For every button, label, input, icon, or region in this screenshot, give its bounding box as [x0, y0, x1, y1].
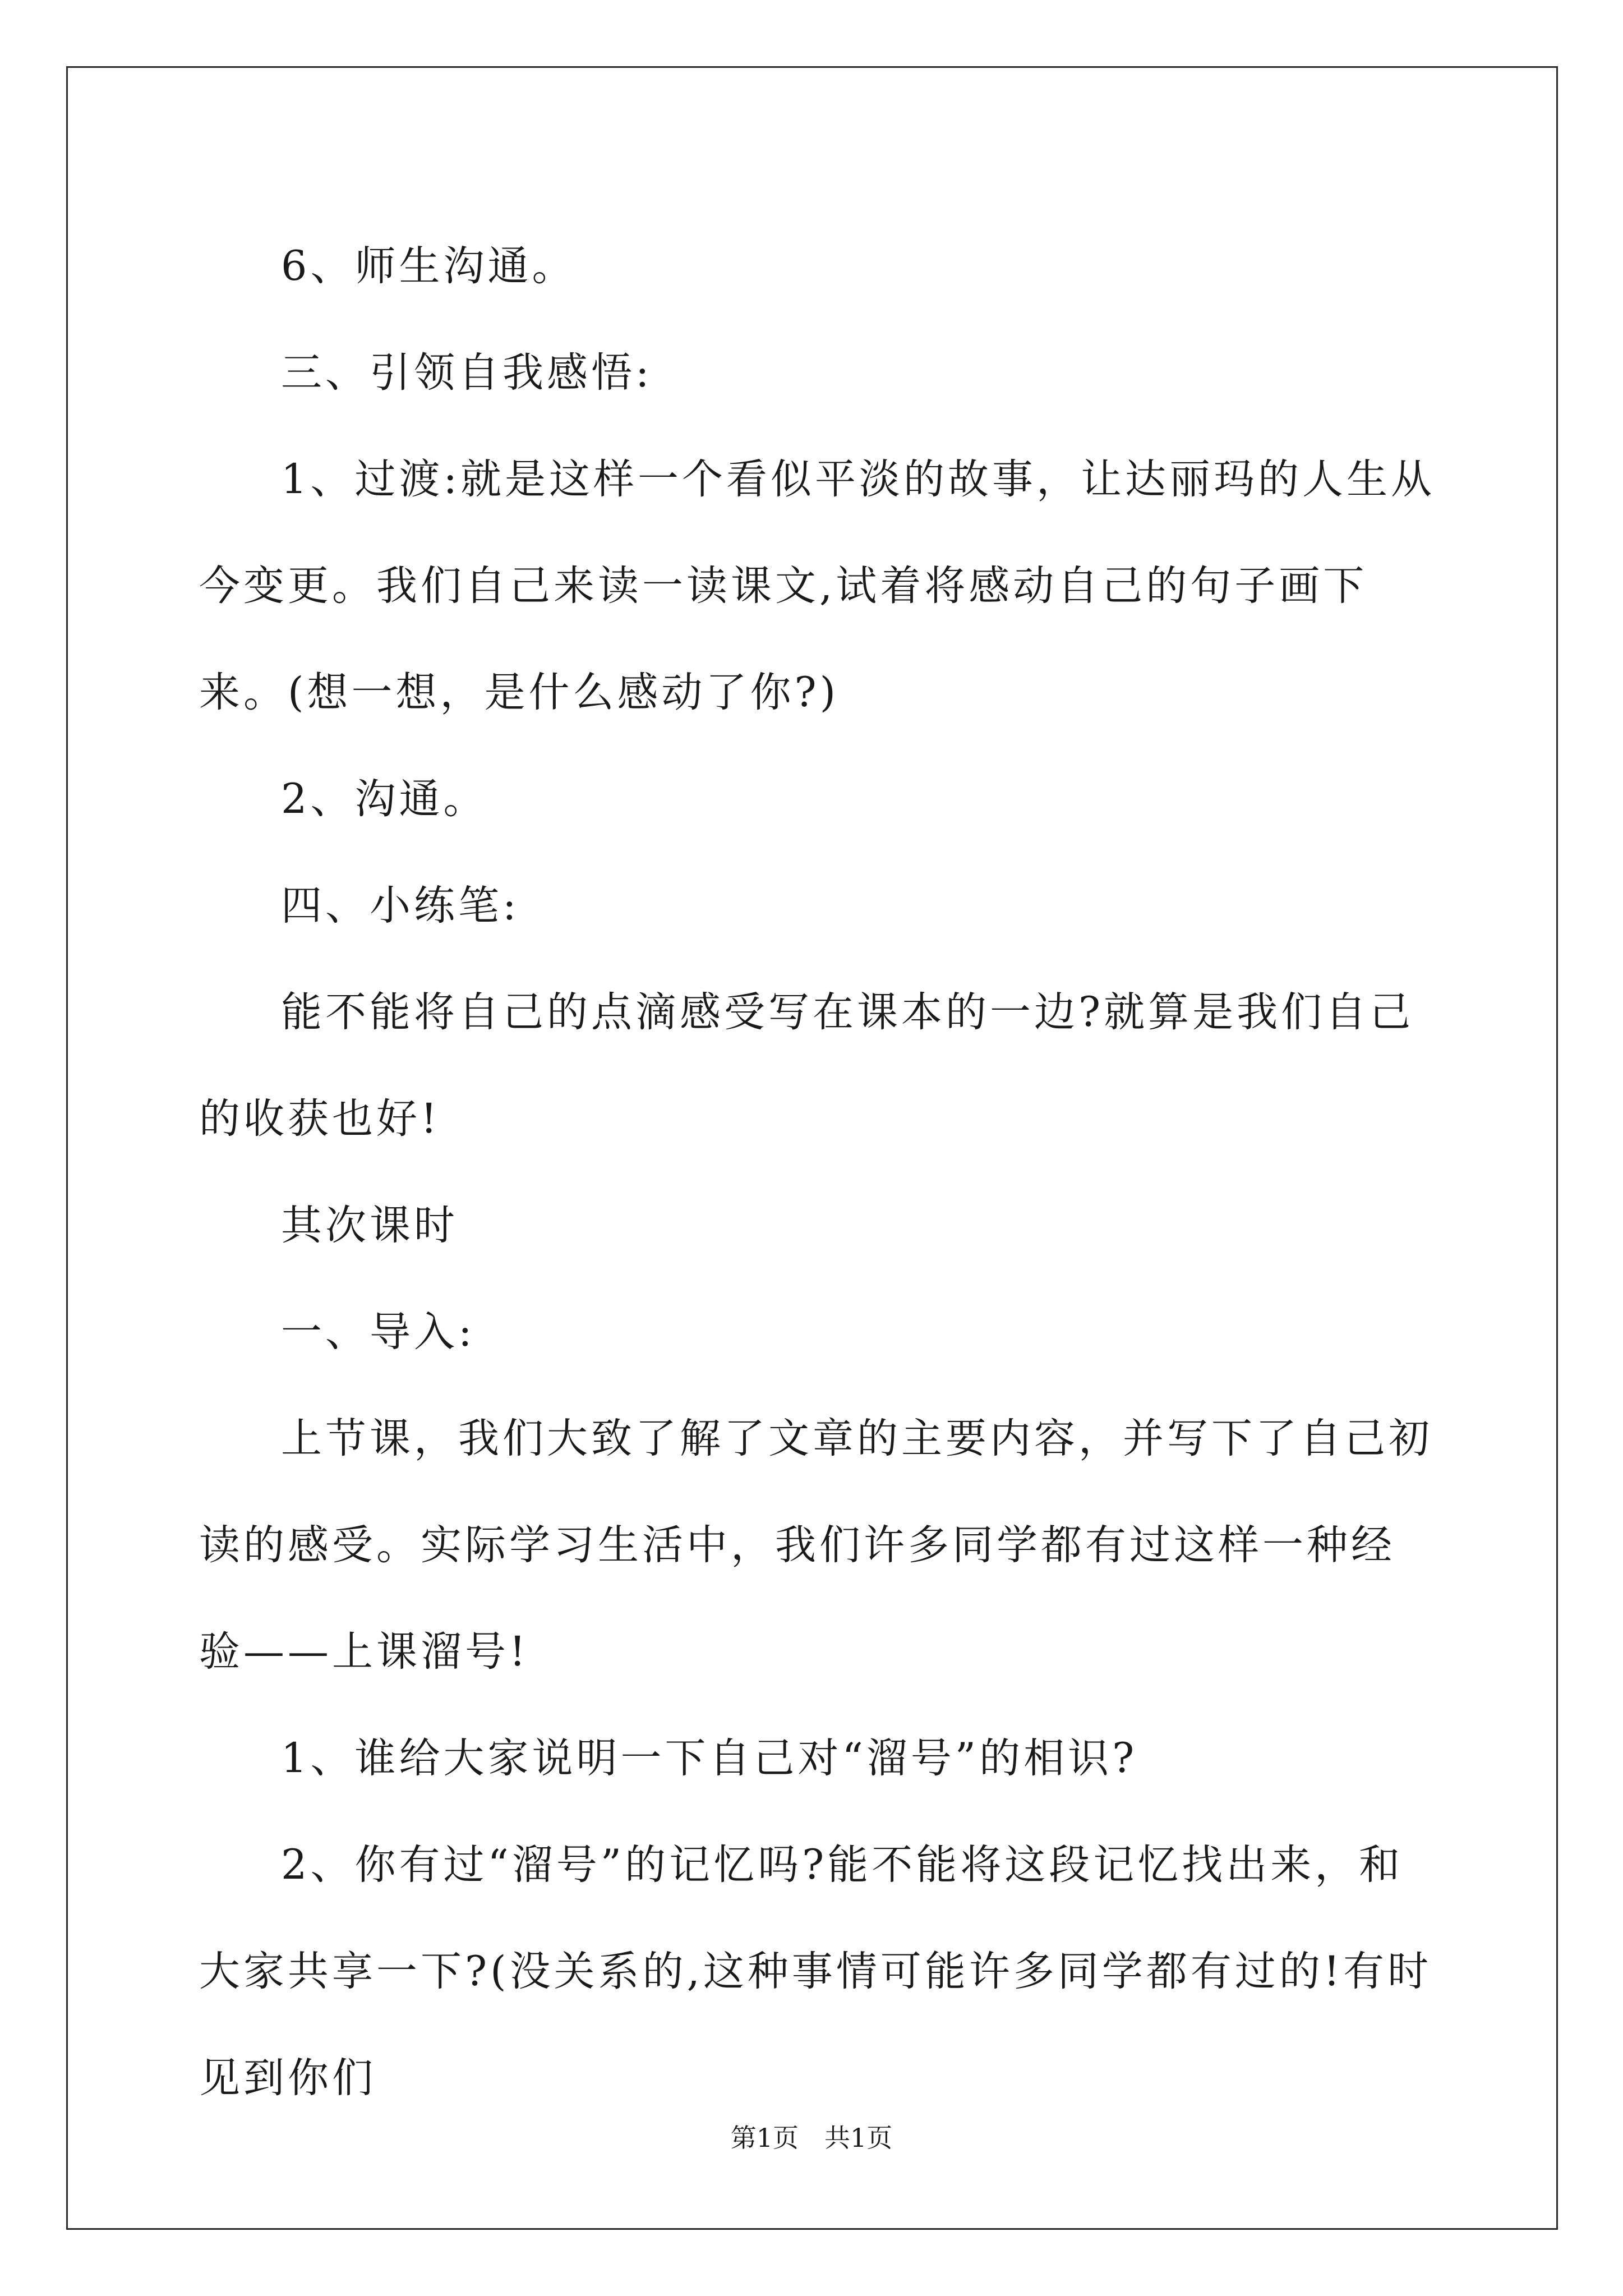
paragraph: 1、过渡:就是这样一个看似平淡的故事，让达丽玛的人生从今变更。我们自己来读一读课文,试着将感动自己的句子画下来。(想一想，是什么感动了你?) [199, 455, 1436, 716]
section-heading: 三、引领自我感悟: [281, 349, 653, 397]
page-number-current: 第1页 [730, 2123, 799, 2153]
paragraph: 能不能将自己的点滴感受写在课本的一边?就算是我们自己的收获也好! [199, 988, 1414, 1143]
section-heading: 一、导入: [281, 1308, 476, 1356]
section-heading: 四、小练笔: [281, 882, 520, 930]
lesson-heading: 其次课时 [281, 1202, 458, 1249]
page-footer [0, 2118, 1623, 2155]
page-number-total: 共1页 [824, 2123, 893, 2153]
paragraph: 2、沟通。 [281, 775, 488, 823]
paragraph: 1、谁给大家说明一下自己对“溜号”的相识? [281, 1734, 1138, 1782]
paragraph: 上节课，我们大致了解了文章的主要内容，并写下了自己初读的感受。实际学习生活中，我们许多同学都有过这样一种经验——上课溜号! [199, 1415, 1433, 1676]
paragraph: 2、你有过“溜号”的记忆吗?能不能将这段记忆找出来，和大家共享一下?(没关系的,这种事情可能许多同学都有过的!有时见到你们 [199, 1841, 1432, 2102]
document-body [199, 213, 1436, 2132]
paragraph: 6、师生沟通。 [281, 242, 577, 290]
